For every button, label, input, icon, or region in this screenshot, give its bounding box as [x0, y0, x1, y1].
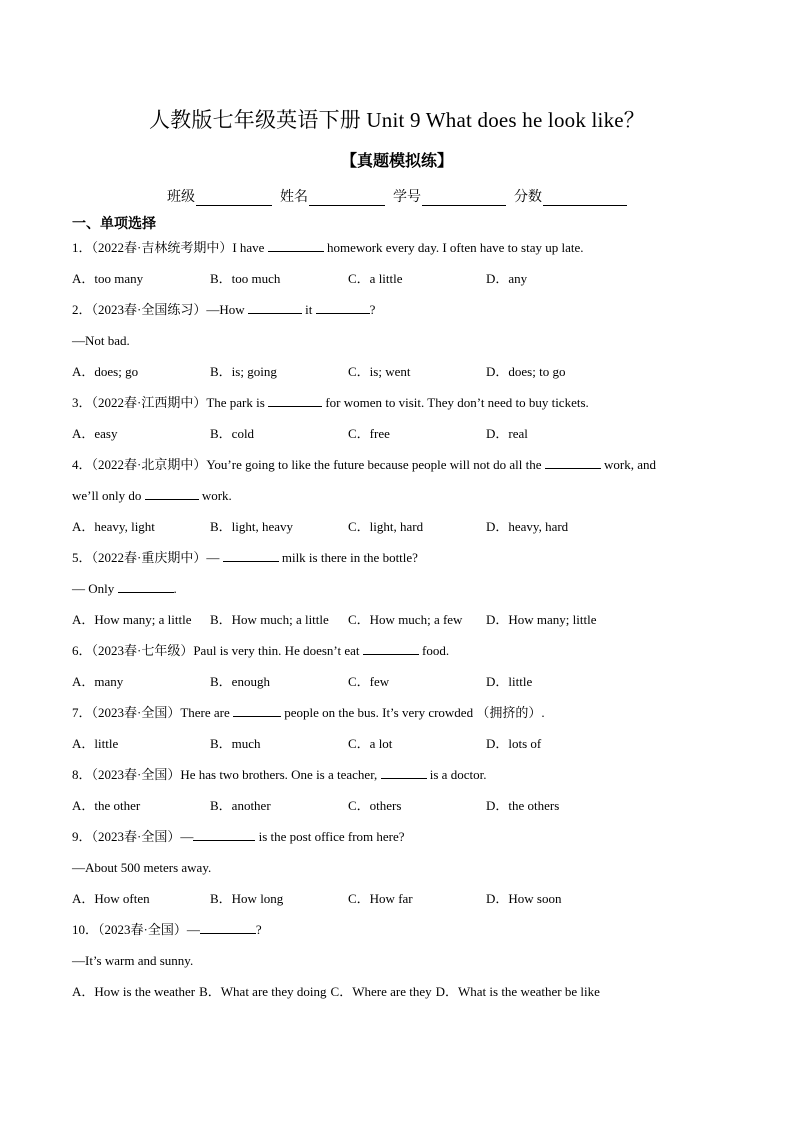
- student-info-row: [0, 186, 794, 206]
- question-stem-continued: [72, 486, 722, 517]
- answer-blank[interactable]: [268, 394, 322, 407]
- dialogue-reply: —It’s warm and sunny.: [72, 953, 194, 968]
- question-item: [72, 703, 722, 765]
- stem-text: people on the bus. It’s very crowded （拥挤的）.: [281, 705, 545, 720]
- stem-text: 6．（2023春·七年级）Paul is very thin. He doesn’t eat: [72, 643, 363, 658]
- student-id-label: 学号: [393, 190, 421, 205]
- score-blank[interactable]: [543, 191, 627, 206]
- page-subtitle: 【真题模拟练】: [340, 151, 453, 170]
- stem-text: milk is there in the bottle?: [278, 550, 418, 565]
- option-c[interactable]: C．light, hard: [348, 519, 424, 534]
- stem-text: 10．（2023春·全国）—: [72, 922, 200, 937]
- option-a[interactable]: A．heavy, light: [72, 519, 155, 534]
- question-item: [72, 641, 722, 703]
- score-label: 分数: [514, 190, 542, 205]
- option-b[interactable]: B．How long: [210, 891, 284, 906]
- stem-text: 2．（2023春·全国练习）—How: [72, 302, 248, 317]
- question-item: [72, 827, 722, 920]
- dialogue-reply: [72, 579, 722, 610]
- answer-blank[interactable]: [363, 642, 419, 655]
- question-item: [72, 300, 722, 393]
- option-c[interactable]: C．a little: [348, 271, 403, 286]
- question-item: [72, 548, 722, 641]
- option-c[interactable]: C．is; went: [348, 364, 411, 379]
- option-b[interactable]: B．enough: [210, 674, 270, 689]
- stem-text: ?: [369, 302, 376, 317]
- option-row: [72, 424, 722, 455]
- question-item: [72, 920, 722, 1013]
- question-list: [72, 238, 722, 1013]
- stem-text: 8．（2023春·全国）He has two brothers. One is a teacher,: [72, 767, 381, 782]
- option-a[interactable]: A．little: [72, 736, 119, 751]
- answer-blank[interactable]: [233, 704, 281, 717]
- option-d[interactable]: D．How soon: [486, 891, 562, 906]
- stem-text: it: [301, 302, 316, 317]
- class-label: 班级: [167, 190, 195, 205]
- option-b[interactable]: B．cold: [210, 426, 255, 441]
- option-b[interactable]: B．How much; a little: [210, 612, 329, 627]
- question-item: [72, 455, 722, 548]
- name-blank[interactable]: [309, 191, 385, 206]
- option-d[interactable]: D．What is the weather be like: [435, 984, 600, 999]
- option-a[interactable]: A．easy: [72, 426, 118, 441]
- stem-text: work.: [198, 488, 232, 503]
- stem-text: — Only: [72, 581, 118, 596]
- question-stem: [72, 300, 722, 331]
- option-c[interactable]: C．few: [348, 674, 390, 689]
- option-c[interactable]: C．Where are they: [330, 984, 432, 999]
- question-stem: [72, 393, 722, 424]
- option-b[interactable]: B．another: [210, 798, 271, 813]
- option-c[interactable]: C．others: [348, 798, 402, 813]
- option-b[interactable]: B．much: [210, 736, 261, 751]
- score-field[interactable]: [514, 186, 627, 206]
- stem-text: homework every day. I often have to stay up late.: [323, 240, 584, 255]
- stem-text: for women to visit. They don’t need to buy tickets.: [322, 395, 589, 410]
- option-row: [72, 889, 722, 920]
- option-row: [72, 517, 722, 548]
- option-b[interactable]: B．too much: [210, 271, 281, 286]
- stem-text: is a doctor.: [426, 767, 487, 782]
- answer-blank[interactable]: [316, 301, 370, 314]
- question-item: [72, 765, 722, 827]
- question-item: [72, 393, 722, 455]
- question-stem: [72, 238, 722, 269]
- stem-text: 5．（2022春·重庆期中）—: [72, 550, 223, 565]
- option-c[interactable]: C．a lot: [348, 736, 393, 751]
- stem-text: we’ll only do: [72, 488, 145, 503]
- option-b[interactable]: B．What are they doing: [199, 984, 327, 999]
- dialogue-reply: —Not bad.: [72, 333, 130, 348]
- question-stem: [72, 455, 722, 486]
- section-heading: 一、单项选择: [72, 216, 156, 232]
- answer-blank[interactable]: [248, 301, 302, 314]
- option-d[interactable]: D．little: [486, 674, 533, 689]
- option-d[interactable]: D．heavy, hard: [486, 519, 569, 534]
- question-stem: [72, 920, 722, 951]
- stem-text: ?: [255, 922, 262, 937]
- option-a[interactable]: A．How often: [72, 891, 150, 906]
- answer-blank[interactable]: [200, 921, 256, 934]
- class-field[interactable]: [167, 186, 272, 206]
- question-stem: [72, 548, 722, 579]
- dialogue-reply: —About 500 meters away.: [72, 860, 212, 875]
- option-b[interactable]: B．light, heavy: [210, 519, 294, 534]
- stem-text: 9．（2023春·全国）—: [72, 829, 194, 844]
- option-d[interactable]: D．does; to go: [486, 364, 566, 379]
- stem-text: 4．（2022春·北京期中）You’re going to like the future because people will not do all the: [72, 457, 545, 472]
- option-row: [72, 982, 722, 1013]
- question-item: [72, 238, 722, 300]
- answer-blank[interactable]: [118, 580, 174, 593]
- class-blank[interactable]: [196, 191, 272, 206]
- stem-text: 3．（2022春·江西期中）The park is: [72, 395, 269, 410]
- option-d[interactable]: D．lots of: [486, 736, 542, 751]
- option-d[interactable]: D．How many; little: [486, 612, 597, 627]
- stem-text: 1．（2022春·吉林统考期中）I have: [72, 240, 268, 255]
- option-a[interactable]: A．does; go: [72, 364, 139, 379]
- answer-blank[interactable]: [193, 828, 255, 841]
- option-a[interactable]: A．How many; a little: [72, 612, 192, 627]
- option-a[interactable]: A．many: [72, 674, 124, 689]
- option-d[interactable]: D．any: [486, 271, 528, 286]
- question-stem: [72, 765, 722, 796]
- stem-text: food.: [418, 643, 450, 658]
- student-id-field[interactable]: [393, 186, 506, 206]
- option-b[interactable]: B．is; going: [210, 364, 277, 379]
- stem-text: 7．（2023春·全国）There are: [72, 705, 234, 720]
- question-stem: [72, 827, 722, 858]
- stem-text: .: [173, 581, 177, 596]
- option-row: [72, 610, 722, 641]
- stem-text: is the post office from here?: [255, 829, 405, 844]
- option-a[interactable]: A．the other: [72, 798, 141, 813]
- page-title: 人教版七年级英语下册 Unit 9 What does he look like？: [148, 108, 646, 132]
- option-row: [72, 796, 722, 827]
- student-id-blank[interactable]: [422, 191, 506, 206]
- question-stem: [72, 641, 722, 672]
- name-label: 姓名: [280, 190, 308, 205]
- stem-text: work, and: [600, 457, 656, 472]
- question-stem: [72, 703, 722, 734]
- answer-blank[interactable]: [381, 766, 427, 779]
- option-row: [72, 362, 722, 393]
- option-a[interactable]: A．How is the weather: [72, 984, 196, 999]
- name-field[interactable]: [280, 186, 385, 206]
- option-d[interactable]: D．the others: [486, 798, 560, 813]
- answer-blank[interactable]: [223, 549, 279, 562]
- answer-blank[interactable]: [545, 456, 601, 469]
- answer-blank[interactable]: [145, 487, 199, 500]
- option-row: [72, 672, 722, 703]
- option-c[interactable]: C．How far: [348, 891, 413, 906]
- option-d[interactable]: D．real: [486, 426, 528, 441]
- option-a[interactable]: A．too many: [72, 271, 144, 286]
- option-c[interactable]: C．free: [348, 426, 390, 441]
- option-c[interactable]: C．How much; a few: [348, 612, 463, 627]
- option-row: [72, 269, 722, 300]
- option-row: [72, 734, 722, 765]
- answer-blank[interactable]: [268, 239, 324, 252]
